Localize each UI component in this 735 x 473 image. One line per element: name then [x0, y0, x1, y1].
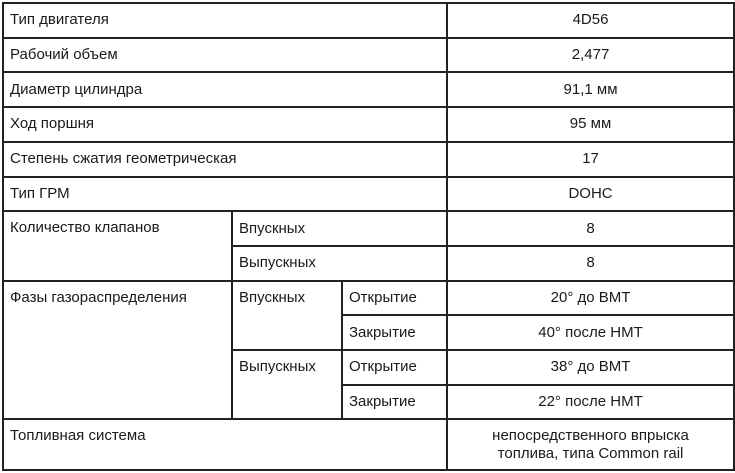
table-row: [3, 3, 734, 38]
timing-exhaust-open-label: Открытие: [342, 350, 447, 385]
valves-exhaust-value: 8: [447, 246, 734, 281]
compression-label: Степень сжатия геометрическая: [3, 142, 447, 177]
stroke-label: Ход поршня: [3, 107, 447, 142]
fuel-system-value-line1: непосредственного впрыска: [492, 426, 689, 444]
table-row: [3, 38, 734, 73]
timing-intake-label: Впускных: [232, 281, 342, 350]
displacement-label: Рабочий объем: [3, 38, 447, 73]
timing-exhaust-open-value: 38° до ВМТ: [447, 350, 734, 385]
bore-label: Диаметр цилиндра: [3, 72, 447, 107]
table-row: [3, 107, 734, 142]
valves-intake-value: 8: [447, 211, 734, 246]
stroke-value: 95 мм: [447, 107, 734, 142]
engine-type-label: Тип двигателя: [3, 3, 447, 38]
bore-value: 91,1 мм: [447, 72, 734, 107]
valvetrain-value: DOHC: [447, 177, 734, 212]
timing-intake-close-value: 40° после НМТ: [447, 315, 734, 350]
engine-type-value: 4D56: [447, 3, 734, 38]
timing-exhaust-close-label: Закрытие: [342, 385, 447, 420]
table-row: [3, 281, 734, 316]
fuel-system-value: [447, 419, 734, 470]
timing-intake-open-label: Открытие: [342, 281, 447, 316]
compression-value: 17: [447, 142, 734, 177]
displacement-value: 2,477: [447, 38, 734, 73]
table-row: [3, 72, 734, 107]
timing-exhaust-close-value: 22° после НМТ: [447, 385, 734, 420]
valves-label: Количество клапанов: [3, 211, 232, 280]
fuel-system-value-line2: топлива, типа Common rail: [497, 444, 684, 462]
table-row: [3, 419, 734, 470]
valves-intake-label: Впускных: [232, 211, 447, 246]
valvetrain-label: Тип ГРМ: [3, 177, 447, 212]
table-row: [3, 142, 734, 177]
valves-exhaust-label: Выпускных: [232, 246, 447, 281]
engine-spec-table: [2, 2, 735, 471]
timing-intake-close-label: Закрытие: [342, 315, 447, 350]
valve-timing-label: Фазы газораспределения: [3, 281, 232, 420]
table-row: [3, 177, 734, 212]
timing-intake-open-value: 20° до ВМТ: [447, 281, 734, 316]
table-row: [3, 211, 734, 246]
timing-exhaust-label: Выпускных: [232, 350, 342, 419]
fuel-system-label: Топливная система: [3, 419, 447, 470]
